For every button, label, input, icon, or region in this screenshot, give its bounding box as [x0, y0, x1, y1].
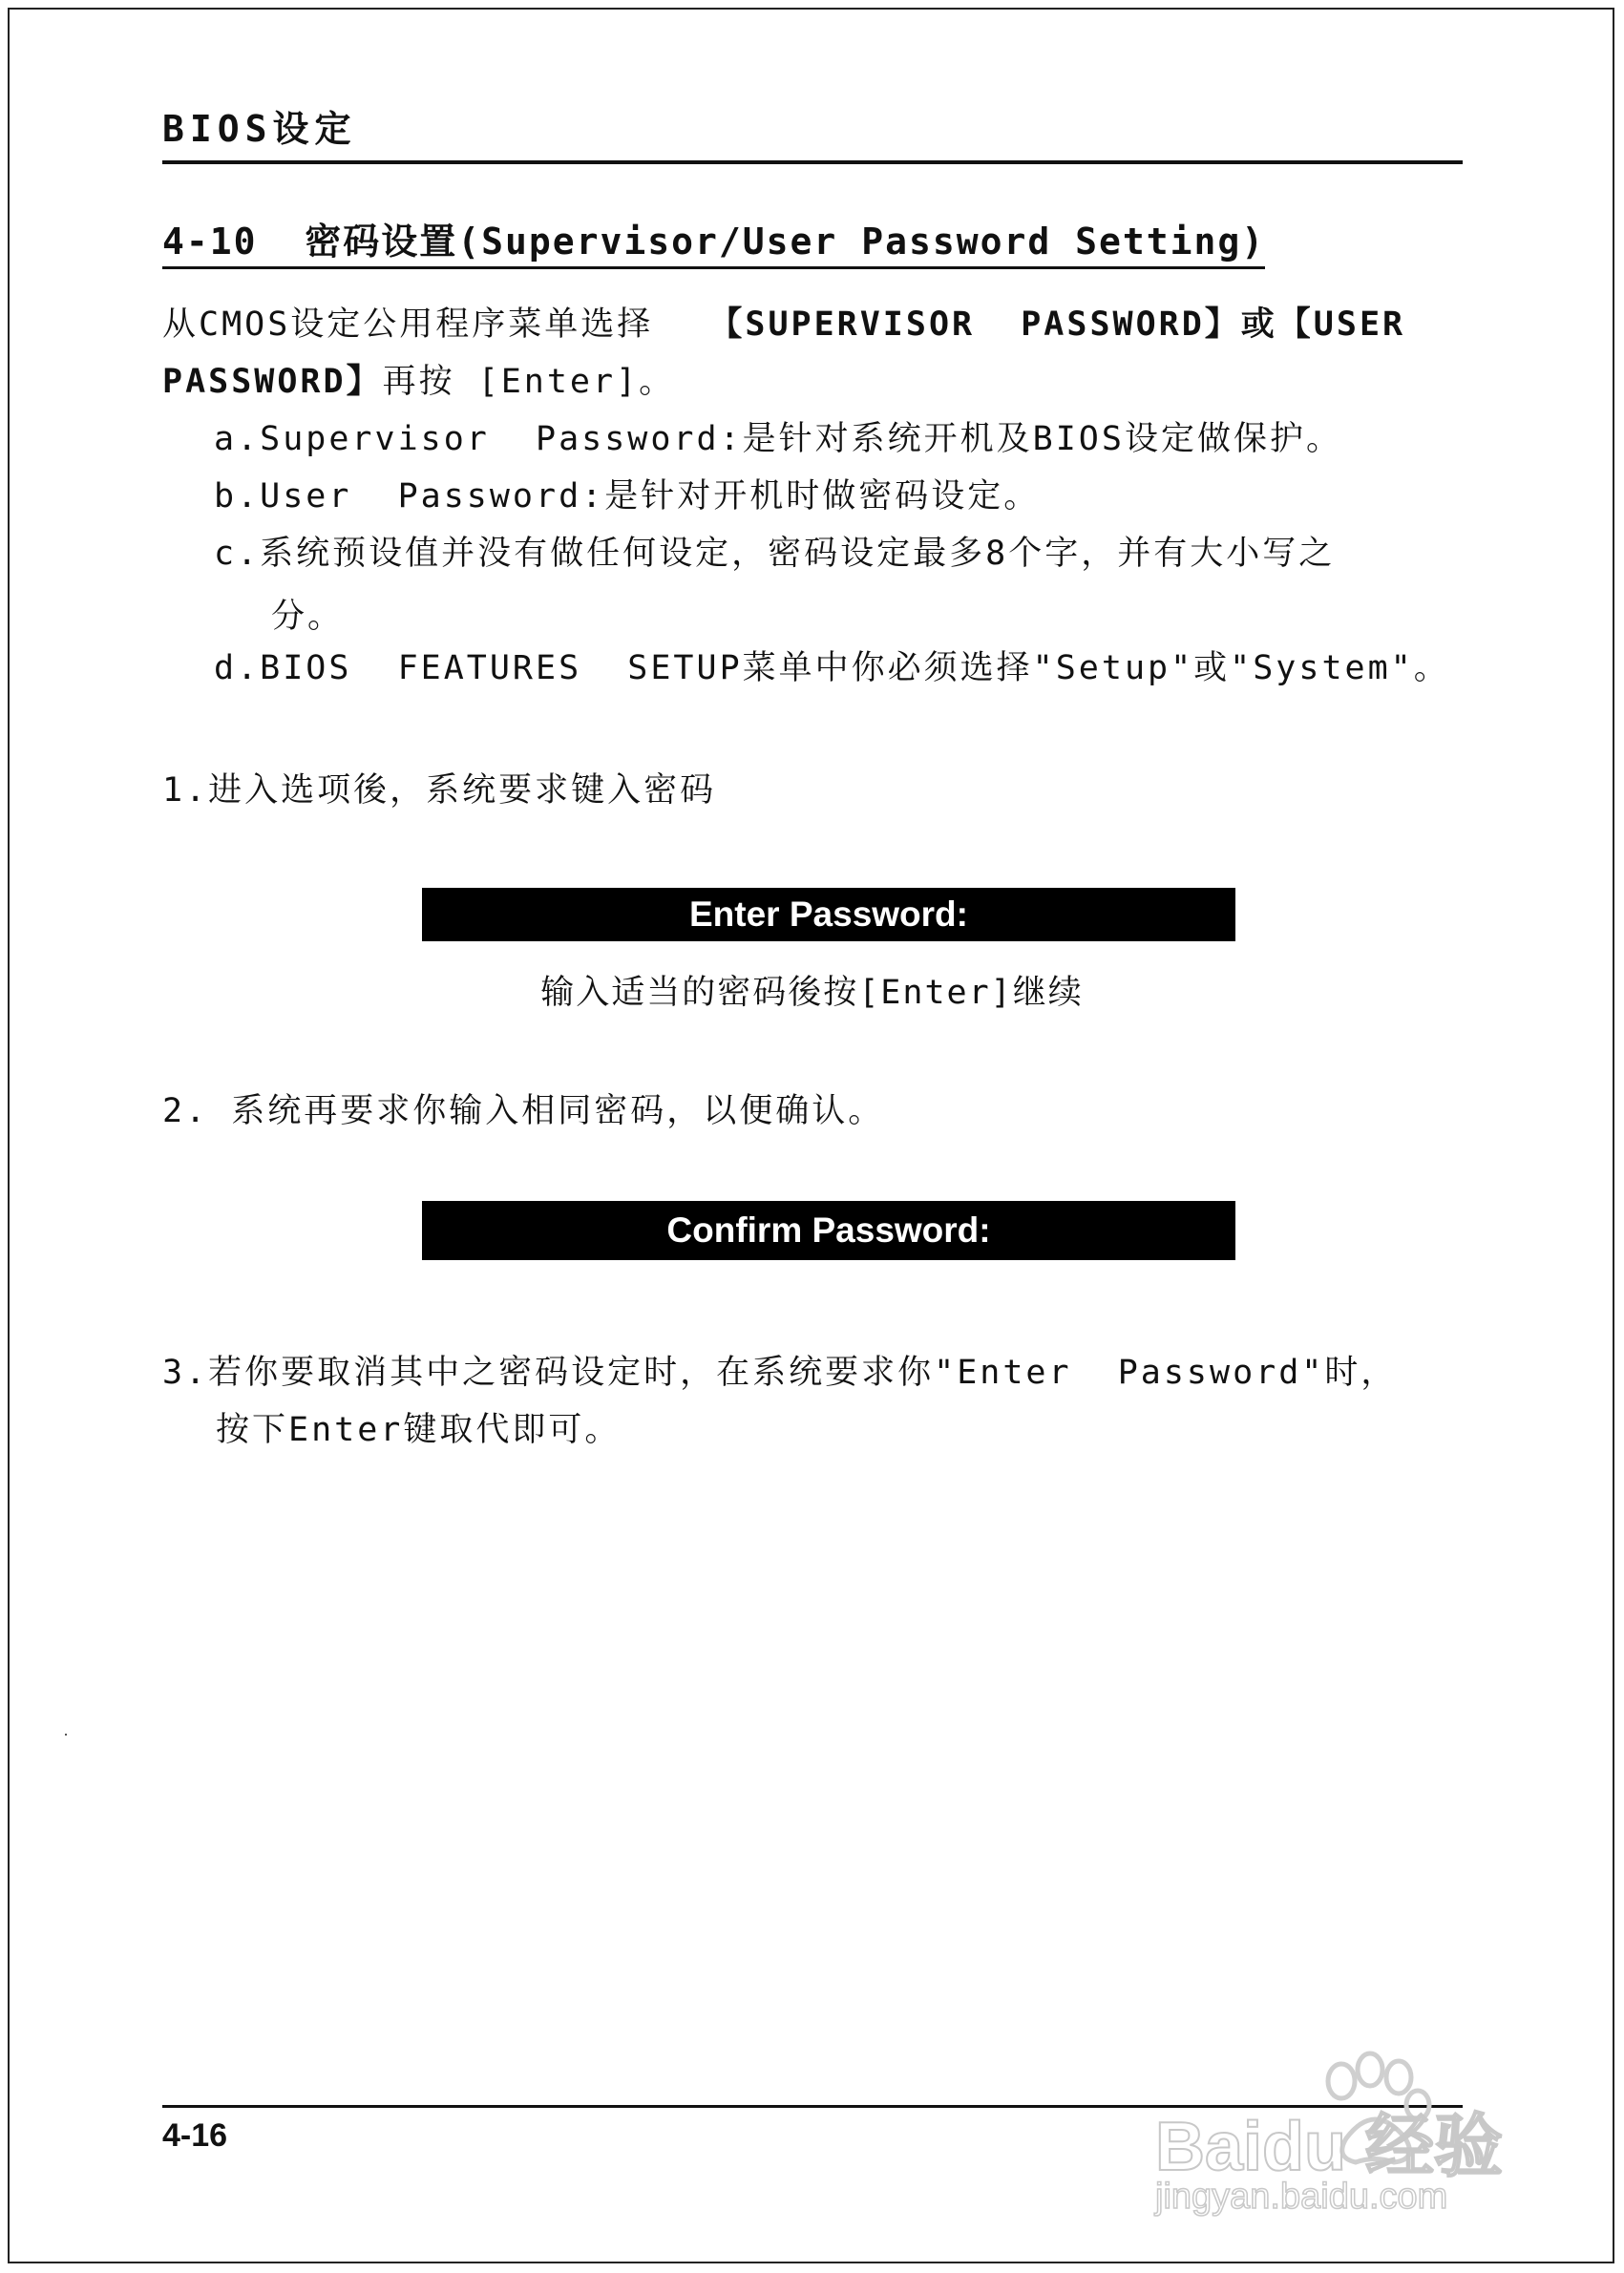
enter-password-box: Enter Password:: [422, 888, 1235, 941]
intro-line-1: [162, 296, 1463, 353]
watermark-brand: Baidu 经验: [1155, 2109, 1504, 2185]
enter-password-caption: 输入适当的密码後按[Enter]继续: [540, 974, 1084, 1012]
intro-text: 从CMOS设定公用程序菜单选择: [162, 305, 677, 344]
section-title: 4-10 密码设置(Supervisor/User Password Setting): [162, 212, 1265, 269]
step-3-cont: 按下Enter键取代即可。: [216, 1411, 622, 1449]
step-1: 1.进入选项後，系统要求键入密码: [162, 771, 717, 810]
step-3: 3.若你要取消其中之密码设定时，在系统要求你"Enter Password"时，: [162, 1354, 1398, 1392]
watermark-url: jingyan.baidu.com: [1155, 2177, 1448, 2217]
header-rule: [162, 160, 1463, 164]
list-item-d: d.BIOS FEATURES SETUP菜单中你必须选择"Setup"或"System"。: [214, 649, 1450, 687]
intro-option-cont: PASSWORD】: [162, 363, 383, 401]
intro-line-2: [162, 353, 1463, 410]
intro-text-2: 再按 [Enter]。: [382, 363, 676, 401]
confirm-password-box: Confirm Password:: [422, 1201, 1235, 1260]
page-number: 4-16: [162, 2117, 228, 2154]
list-item-b: b.User Password:是针对开机时做密码设定。: [214, 477, 1041, 516]
list-item-c: c.系统预设值并没有做任何设定，密码设定最多8个字，并有大小写之: [214, 535, 1336, 573]
list-item-a: a.Supervisor Password:是针对系统开机及BIOS设定做保护。: [214, 420, 1342, 458]
list-item-c-cont: 分。: [271, 598, 345, 636]
step-2: 2. 系统再要求你输入相同密码，以便确认。: [162, 1092, 885, 1130]
stray-dot: [65, 1734, 67, 1736]
baidu-watermark: [1155, 2033, 1537, 2224]
intro-option: 【SUPERVISOR PASSWORD】或【USER: [708, 305, 1406, 344]
header-title: BIOS设定: [162, 108, 357, 150]
